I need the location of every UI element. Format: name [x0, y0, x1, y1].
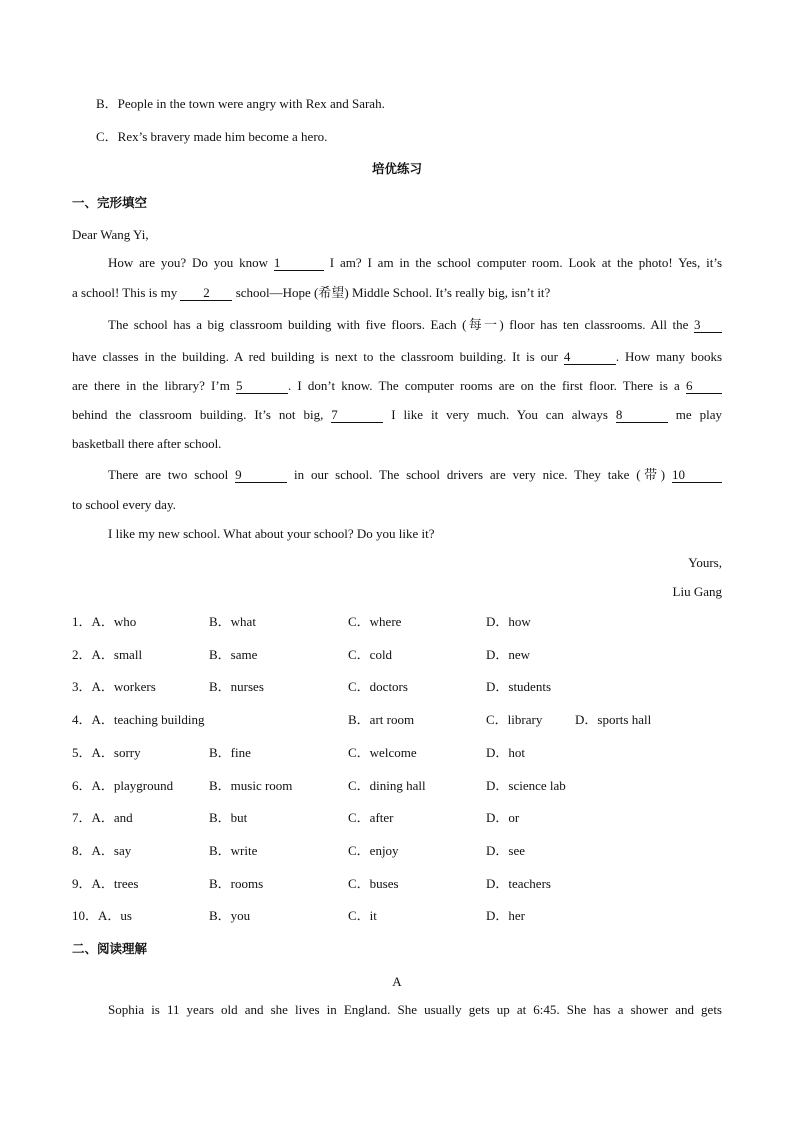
question-3-option-d[interactable]: D．students [486, 679, 552, 694]
letter-signature: Liu Gang [672, 584, 722, 599]
question-10-option-d[interactable]: D．her [486, 908, 525, 923]
question-1-option-c[interactable]: C．where [348, 614, 402, 629]
question-6-option-c[interactable]: C．dining hall [348, 778, 426, 793]
letter-salutation: Dear Wang Yi, [72, 227, 149, 242]
question-8-option-b[interactable]: B．write [209, 843, 258, 858]
blank-7: 7 [331, 408, 383, 423]
question-3-option-c[interactable]: C．doctors [348, 679, 408, 694]
blank-8: 8 [616, 408, 668, 423]
question-4-option-b[interactable]: B．art room [348, 712, 415, 727]
question-8-option-c[interactable]: C．enjoy [348, 843, 399, 858]
question-9-option-b[interactable]: B．rooms [209, 876, 264, 891]
question-5-option-d[interactable]: D．hot [486, 745, 526, 760]
paragraph-line: to school every day. [72, 497, 176, 512]
blank-4: 4 [564, 350, 616, 365]
blank-5: 5 [236, 379, 288, 394]
blank-3: 3 [694, 318, 722, 333]
question-10-option-c[interactable]: C．it [348, 908, 377, 923]
question-3-option-b[interactable]: B．nurses [209, 679, 264, 694]
option-b: B．People in the town were angry with Rex and Sarah. [96, 96, 385, 111]
paragraph-line: basketball there after school. [72, 436, 222, 451]
question-1-option-d[interactable]: D．how [486, 614, 531, 629]
question-6-option-b[interactable]: B．music room [209, 778, 293, 793]
passage-label: A [392, 974, 402, 989]
question-7-option-b[interactable]: B．but [209, 810, 248, 825]
blank-6: 6 [686, 379, 722, 394]
question-9-option-d[interactable]: D．teachers [486, 876, 551, 891]
question-2-option-b[interactable]: B．same [209, 647, 258, 662]
question-10-option-a[interactable]: 10．A．us [72, 908, 132, 923]
section-title: 培优练习 [371, 161, 422, 176]
question-10-option-b[interactable]: B．you [209, 908, 251, 923]
question-9-option-a[interactable]: 9．A．trees [72, 876, 139, 891]
question-4-option-d[interactable]: D．sports hall [575, 712, 652, 727]
question-4-option-a[interactable]: 4．A．teaching building [72, 712, 205, 727]
question-5-option-a[interactable]: 5．A．sorry [72, 745, 141, 760]
paragraph-line: have classes in the building. A red building is next to the classroom building. It is our 4 . How many books [72, 349, 723, 364]
blank-9: 9 [235, 468, 287, 483]
question-6-option-a[interactable]: 6．A．playground [72, 778, 174, 793]
question-2-option-d[interactable]: D．new [486, 647, 531, 662]
question-5-option-c[interactable]: C．welcome [348, 745, 417, 760]
question-8-option-a[interactable]: 8．A．say [72, 843, 132, 858]
letter-closing: Yours, [688, 555, 722, 570]
paragraph-line: behind the classroom building. It’s not big, 7 I like it very much. You can always 8 me play [72, 407, 723, 422]
question-6-option-d[interactable]: D．science lab [486, 778, 566, 793]
blank-10: 10 [672, 468, 722, 483]
part2-heading: 二、阅读理解 [72, 941, 148, 956]
question-3-option-a[interactable]: 3．A．workers [72, 679, 156, 694]
paragraph-line: How are you? Do you know 1 I am? I am in the school computer room. Look at the photo! Yes, it’s [108, 255, 723, 270]
question-7-option-a[interactable]: 7．A．and [72, 810, 133, 825]
passage-first-line: Sophia is 11 years old and she lives in England. She usually gets up at 6:45. She has a shower and gets [108, 1002, 722, 1017]
paragraph-line: a school! This is my 2 school—Hope (希望) Middle School. It’s really big, isn’t it? [72, 285, 551, 300]
paragraph-line: I like my new school. What about your school? Do you like it? [108, 526, 435, 541]
option-c: C．Rex’s bravery made him become a hero. [96, 129, 328, 144]
part1-heading: 一、完形填空 [72, 195, 148, 210]
blank-1: 1 [274, 256, 324, 271]
paragraph-line: are there in the library? I’m 5 . I don’t know. The computer rooms are on the first floor. There is a 6 [72, 377, 722, 395]
question-1-option-b[interactable]: B．what [209, 614, 256, 629]
question-7-option-d[interactable]: D．or [486, 810, 520, 825]
question-8-option-d[interactable]: D．see [486, 843, 525, 858]
question-9-option-c[interactable]: C．buses [348, 876, 399, 891]
question-7-option-c[interactable]: C．after [348, 810, 394, 825]
question-2-option-a[interactable]: 2．A．small [72, 647, 143, 662]
question-4-option-c[interactable]: C．library [486, 712, 543, 727]
question-1-option-a[interactable]: 1．A．who [72, 614, 137, 629]
paragraph-line: There are two school 9 in our school. The school drivers are very nice. They take (带) 10 [108, 466, 722, 484]
paragraph-line: The school has a big classroom building with five floors. Each (每一) floor has ten classrooms. All the 3 [108, 316, 722, 334]
question-2-option-c[interactable]: C．cold [348, 647, 393, 662]
question-5-option-b[interactable]: B．fine [209, 745, 251, 760]
blank-2: 2 [180, 286, 232, 301]
